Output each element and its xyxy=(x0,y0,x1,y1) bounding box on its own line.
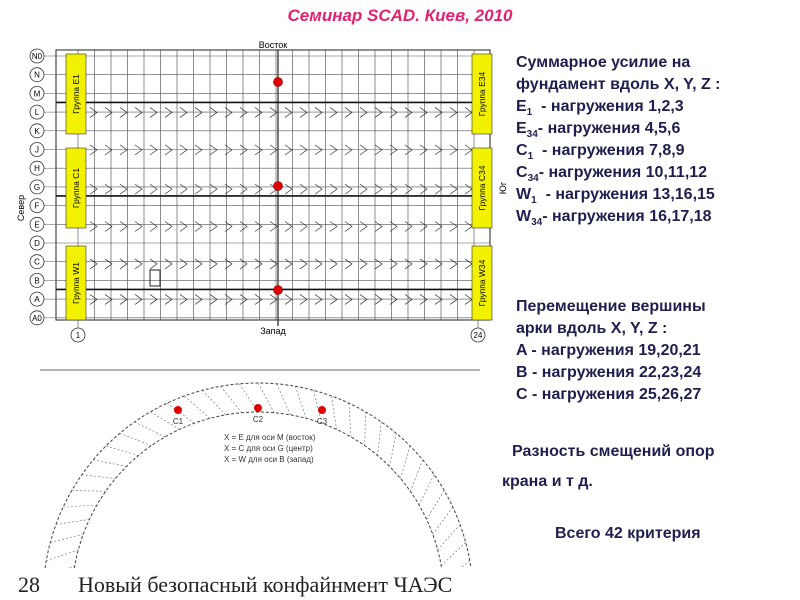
arch-legend-line: X = W для оси B (запад) xyxy=(224,455,314,464)
arch-web-member xyxy=(438,524,460,549)
arch-web-member xyxy=(365,412,366,446)
bracing-chevron xyxy=(255,107,262,117)
foundation-item: $E_{34}-$ нагружения 4,5,6 xyxy=(516,120,681,141)
bracing-chevron xyxy=(360,145,367,155)
bracing-chevron xyxy=(120,222,127,232)
bracing-chevron xyxy=(255,184,262,194)
bracing-chevron xyxy=(345,222,352,232)
bracing-chevron xyxy=(300,145,307,155)
bracing-chevron xyxy=(225,222,232,232)
bracing-chevron xyxy=(135,222,142,232)
slide-title: Семинар SCAD. Киев, 2010 xyxy=(287,6,513,25)
building-plan-diagram xyxy=(0,38,510,358)
bracing-chevron xyxy=(135,107,142,117)
group-label-right: Группа W34 xyxy=(477,259,487,307)
total-criteria: Всего 42 критерия xyxy=(555,525,701,542)
bracing-chevron xyxy=(150,107,157,117)
bracing-chevron xyxy=(345,145,352,155)
bracing-chevron xyxy=(345,107,352,117)
bracing-chevron xyxy=(240,259,247,269)
bracing-chevron xyxy=(465,184,472,194)
arch-web-member xyxy=(202,390,225,414)
arch-web-member xyxy=(82,475,116,479)
apex-heading-1: Перемещение вершины xyxy=(516,298,706,315)
bracing-chevron xyxy=(315,184,322,194)
group-label-right: Группа C34 xyxy=(477,165,487,211)
bracing-chevron xyxy=(195,222,202,232)
arch-web-member xyxy=(295,386,306,418)
bracing-chevron xyxy=(450,145,457,155)
axis-label: K xyxy=(34,126,40,136)
arch-legend-line: X = C для оси G (центр) xyxy=(224,444,313,453)
footer-title: Новый безопасный конфайнмент ЧАЭС xyxy=(78,572,453,597)
arch-point-marker xyxy=(254,404,262,412)
arch-web-member xyxy=(63,505,97,507)
bracing-chevron xyxy=(150,222,157,232)
bracing-chevron xyxy=(255,145,262,155)
bracing-chevron xyxy=(375,294,382,304)
arch-point-marker xyxy=(174,406,182,414)
arch-point-label: C2 xyxy=(252,415,264,424)
bracing-chevron xyxy=(150,294,157,304)
bracing-chevron xyxy=(390,222,397,232)
foundation-item: $E_1$ - нагружения 1,2,3 xyxy=(516,98,684,119)
bracing-chevron xyxy=(210,294,217,304)
bracing-chevron xyxy=(150,184,157,194)
bracing-chevron xyxy=(255,259,262,269)
bracing-chevron xyxy=(300,222,307,232)
bracing-chevron xyxy=(285,107,292,117)
bracing-chevron xyxy=(240,222,247,232)
bracing-chevron xyxy=(90,294,97,304)
bracing-chevron xyxy=(165,145,172,155)
arch-web-member xyxy=(277,384,291,415)
bracing-chevron xyxy=(195,259,202,269)
bracing-chevron xyxy=(210,222,217,232)
axis-label: J xyxy=(35,145,39,155)
bracing-chevron xyxy=(225,184,232,194)
bracing-chevron xyxy=(90,259,97,269)
bracing-chevron xyxy=(300,294,307,304)
bracing-chevron xyxy=(465,145,472,155)
apex-item: B - нагружения 22,23,24 xyxy=(516,364,702,381)
axis-label: 24 xyxy=(473,331,483,340)
axis-label: G xyxy=(33,182,41,192)
bracing-chevron xyxy=(165,222,172,232)
bracing-chevron xyxy=(90,222,97,232)
bracing-chevron xyxy=(180,222,187,232)
arch-web-member xyxy=(410,460,422,492)
bracing-chevron xyxy=(405,184,412,194)
bracing-chevron xyxy=(375,184,382,194)
bracing-chevron xyxy=(375,107,382,117)
bracing-chevron xyxy=(405,145,412,155)
bracing-chevron xyxy=(195,184,202,194)
bracing-chevron xyxy=(300,259,307,269)
bracing-chevron xyxy=(390,145,397,155)
foundation-item: $C_1$ - нагружения 7,8,9 xyxy=(516,142,685,163)
group-label-left: Группа C1 xyxy=(71,167,81,209)
crane-marker xyxy=(150,270,160,286)
bracing-chevron xyxy=(120,294,127,304)
axis-label: F xyxy=(34,201,40,211)
arch-point-label: C1 xyxy=(172,417,184,426)
bracing-chevron xyxy=(465,222,472,232)
arch-web-member xyxy=(332,396,337,429)
footer xyxy=(0,572,800,600)
arch-web-member xyxy=(135,422,165,437)
apex-marker xyxy=(274,182,283,191)
foundation-item: $W_{34}-$ нагружения 16,17,18 xyxy=(516,208,712,229)
bracing-chevron xyxy=(195,294,202,304)
bracing-chevron xyxy=(180,294,187,304)
bracing-chevron xyxy=(450,184,457,194)
bracing-chevron xyxy=(315,107,322,117)
bracing-chevron xyxy=(285,259,292,269)
foundation-items-list xyxy=(516,96,796,228)
axis-label: B xyxy=(34,276,40,286)
arch-legend-line: X = E для оси M (восток) xyxy=(224,433,316,442)
bracing-chevron xyxy=(225,259,232,269)
arch-web-member xyxy=(349,403,351,437)
arch-web-member xyxy=(56,519,89,524)
bracing-chevron xyxy=(210,259,217,269)
bracing-chevron xyxy=(390,259,397,269)
apex-items-list xyxy=(516,340,796,406)
foundation-force-block xyxy=(516,52,796,228)
bracing-chevron xyxy=(165,259,172,269)
bracing-chevron xyxy=(390,107,397,117)
bracing-chevron xyxy=(450,259,457,269)
axis-label: C xyxy=(34,257,40,267)
bracing-chevron xyxy=(225,145,232,155)
bracing-chevron xyxy=(345,184,352,194)
bracing-chevron xyxy=(255,294,262,304)
bracing-chevron xyxy=(135,184,142,194)
axis-label: E xyxy=(34,220,40,230)
bracing-chevron xyxy=(330,259,337,269)
axis-label: A xyxy=(34,295,40,305)
bracing-chevron xyxy=(195,145,202,155)
group-label-left: Группа W1 xyxy=(71,261,81,305)
bracing-chevron xyxy=(285,184,292,194)
apex-item: C - нагружения 25,26,27 xyxy=(516,386,702,403)
group-label-right: Группа E34 xyxy=(477,71,487,117)
bracing-chevron xyxy=(465,294,472,304)
bracing-chevron xyxy=(240,184,247,194)
bracing-chevron xyxy=(315,222,322,232)
bracing-chevron xyxy=(330,145,337,155)
bracing-chevron xyxy=(360,107,367,117)
apex-item: A - нагружения 19,20,21 xyxy=(516,342,701,359)
arch-web-member xyxy=(184,396,209,418)
arch-web-member xyxy=(378,422,382,456)
bracing-chevron xyxy=(120,259,127,269)
bracing-chevron xyxy=(420,259,427,269)
bracing-chevron xyxy=(360,294,367,304)
bracing-chevron xyxy=(390,184,397,194)
bracing-chevron xyxy=(330,107,337,117)
axis-label: N xyxy=(34,70,40,80)
bracing-chevron xyxy=(330,294,337,304)
arch-web-member xyxy=(441,542,465,565)
bracing-chevron xyxy=(360,222,367,232)
arch-web-member xyxy=(50,534,83,542)
bracing-chevron xyxy=(450,294,457,304)
bracing-chevron xyxy=(375,145,382,155)
foundation-item: $W_1$ - нагружения 13,16,15 xyxy=(516,186,715,207)
bracing-chevron xyxy=(120,145,127,155)
arch-web-member xyxy=(390,433,397,466)
group-label-left: Группа E1 xyxy=(71,74,81,114)
bracing-chevron xyxy=(405,259,412,269)
bracing-chevron xyxy=(465,107,472,117)
bracing-chevron xyxy=(180,145,187,155)
axis-label: N0 xyxy=(31,52,43,61)
plan-top-label: Восток xyxy=(258,40,288,50)
axis-label: L xyxy=(34,108,40,118)
bracing-chevron xyxy=(465,259,472,269)
bracing-chevron xyxy=(285,222,292,232)
bracing-chevron xyxy=(300,107,307,117)
bracing-chevron xyxy=(180,259,187,269)
bracing-chevron xyxy=(420,107,427,117)
bracing-chevron xyxy=(285,145,292,155)
bracing-chevron xyxy=(210,184,217,194)
bracing-chevron xyxy=(180,107,187,117)
page-number: 28 xyxy=(18,572,40,597)
bracing-chevron xyxy=(255,222,262,232)
bracing-chevron xyxy=(420,222,427,232)
bracing-chevron xyxy=(165,107,172,117)
arch-point-marker xyxy=(318,406,326,414)
axis-label: 1 xyxy=(75,331,81,340)
arch-web-member xyxy=(106,446,138,456)
support-difference-block xyxy=(502,437,792,497)
axis-label: M xyxy=(33,89,41,99)
bracing-chevron xyxy=(120,107,127,117)
arch-point-label: C3 xyxy=(316,417,328,426)
arch-web-member xyxy=(427,491,445,520)
bracing-chevron xyxy=(210,107,217,117)
foundation-heading-1: Суммарное усилие на xyxy=(516,54,691,71)
bracing-chevron xyxy=(330,222,337,232)
foundation-heading-2: фундамент вдоль X, Y, Z : xyxy=(516,76,721,93)
plan-right-label: Юг xyxy=(498,181,508,195)
arch-web-member xyxy=(221,386,242,412)
bracing-chevron xyxy=(210,145,217,155)
bracing-chevron xyxy=(360,259,367,269)
bracing-chevron xyxy=(315,145,322,155)
bracing-chevron xyxy=(135,145,142,155)
bracing-chevron xyxy=(135,259,142,269)
bracing-chevron xyxy=(375,222,382,232)
bracing-chevron xyxy=(390,294,397,304)
arch-web-member xyxy=(93,460,126,467)
bracing-chevron xyxy=(165,184,172,194)
arch-section-diagram xyxy=(20,358,480,568)
apex-displacement-block xyxy=(516,296,796,406)
bracing-chevron xyxy=(330,184,337,194)
bracing-chevron xyxy=(180,184,187,194)
bracing-chevron xyxy=(240,294,247,304)
arch-web-member xyxy=(400,446,410,478)
foundation-item: $C_{34}-$ нагружения 10,11,12 xyxy=(516,164,708,185)
arch-web-member xyxy=(120,433,152,445)
bracing-chevron xyxy=(285,294,292,304)
plan-bottom-label: Запад xyxy=(260,326,286,336)
bracing-chevron xyxy=(90,145,97,155)
bracing-chevron xyxy=(420,184,427,194)
bracing-chevron xyxy=(90,107,97,117)
axis-label: H xyxy=(34,164,40,174)
bracing-chevron xyxy=(240,145,247,155)
axis-label: D xyxy=(34,239,40,248)
bracing-chevron xyxy=(450,107,457,117)
bracing-chevron xyxy=(150,145,157,155)
bracing-chevron xyxy=(420,294,427,304)
arch-web-member xyxy=(44,566,75,568)
bracing-chevron xyxy=(360,184,367,194)
bracing-chevron xyxy=(345,259,352,269)
arch-web-member xyxy=(419,475,434,505)
bracing-chevron xyxy=(195,107,202,117)
bracing-chevron xyxy=(405,222,412,232)
bracing-chevron xyxy=(420,145,427,155)
bracing-chevron xyxy=(225,107,232,117)
bracing-chevron xyxy=(405,107,412,117)
bracing-chevron xyxy=(405,294,412,304)
diff-line-1: Разность смещений опор xyxy=(512,443,715,460)
plan-left-label: Север xyxy=(16,194,26,222)
bracing-chevron xyxy=(135,294,142,304)
bracing-chevron xyxy=(90,184,97,194)
arch-web-member xyxy=(443,561,469,568)
bracing-chevron xyxy=(225,294,232,304)
diff-line-2: крана и т д. xyxy=(502,473,593,490)
apex-marker xyxy=(274,78,283,87)
bracing-chevron xyxy=(120,184,127,194)
apex-heading-2: арки вдоль X, Y, Z : xyxy=(516,320,668,337)
bracing-chevron xyxy=(315,259,322,269)
bracing-chevron xyxy=(150,259,157,269)
apex-marker xyxy=(274,286,283,295)
bracing-chevron xyxy=(315,294,322,304)
bracing-chevron xyxy=(165,294,172,304)
bracing-chevron xyxy=(450,222,457,232)
arch-web-member xyxy=(72,491,106,492)
bracing-chevron xyxy=(345,294,352,304)
bracing-chevron xyxy=(300,184,307,194)
axis-label: A0 xyxy=(32,313,42,323)
arch-web-member xyxy=(46,550,78,561)
bracing-chevron xyxy=(375,259,382,269)
bracing-chevron xyxy=(240,107,247,117)
arch-web-member xyxy=(433,507,453,534)
